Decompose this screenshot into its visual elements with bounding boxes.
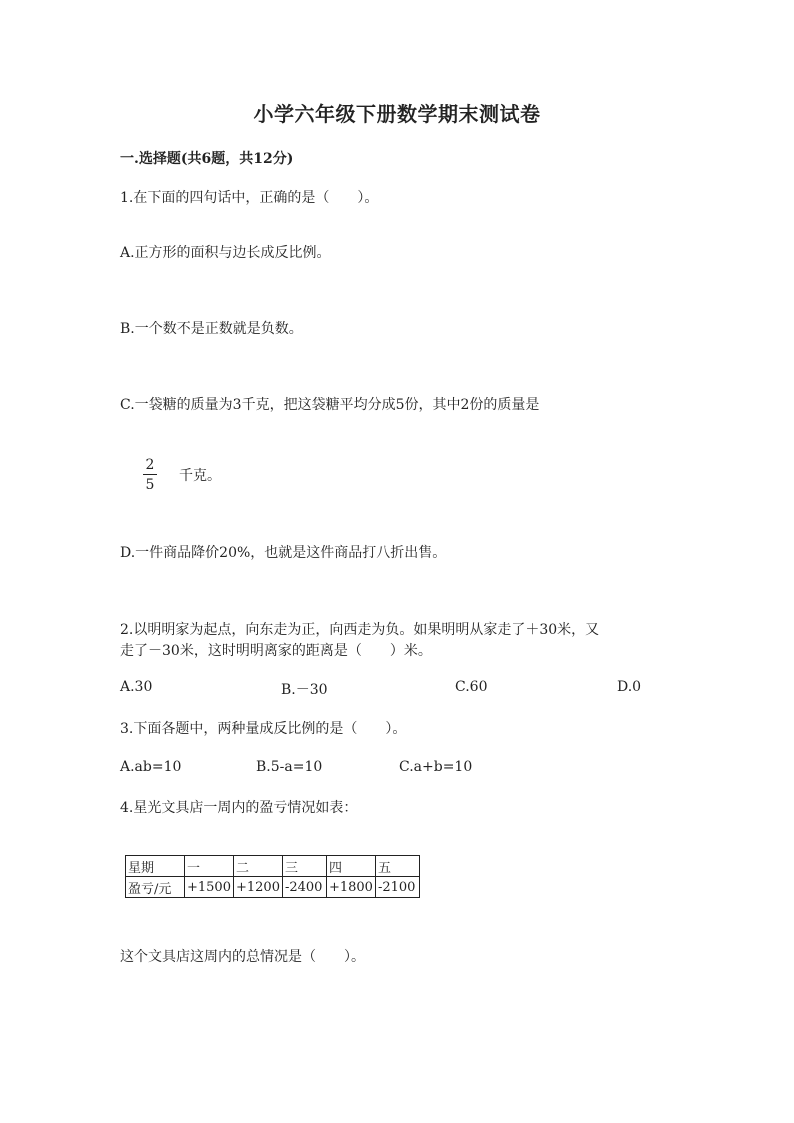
q3-option-c: C.a+b=10 <box>399 759 473 775</box>
table-cell: 四 <box>326 856 375 877</box>
table-cell: 二 <box>233 856 282 877</box>
table-row <box>126 877 420 898</box>
table-cell: -2100 <box>375 877 419 898</box>
fraction-bar <box>143 474 157 475</box>
q2-option-d: D.0 <box>617 679 642 695</box>
q1-option-b: B.一个数不是正数就是负数。 <box>120 321 303 337</box>
q4-question: 这个文具店这周内的总情况是（ ）。 <box>120 949 365 965</box>
section-heading: 一.选择题(共6题，共12分) <box>120 151 294 167</box>
fraction-denominator: 5 <box>145 477 155 493</box>
table-cell: 五 <box>375 856 419 877</box>
table-cell: -2400 <box>282 877 326 898</box>
q3-option-b: B.5-a=10 <box>256 759 323 775</box>
q2-option-c: C.60 <box>455 679 488 695</box>
profit-loss-table <box>125 855 420 898</box>
table-header-row <box>126 856 420 877</box>
page-title: 小学六年级下册数学期末测试卷 <box>253 102 541 126</box>
q4-stem: 4.星光文具店一周内的盈亏情况如表： <box>120 800 358 816</box>
q1-option-c-fraction <box>143 457 157 493</box>
table-cell: +1800 <box>326 877 375 898</box>
table-cell: 三 <box>282 856 326 877</box>
table-cell: +1500 <box>185 877 234 898</box>
q2-option-a: A.30 <box>120 679 153 695</box>
q1-option-c-unit: 千克。 <box>179 468 221 484</box>
q1-option-a: A.正方形的面积与边长成反比例。 <box>120 245 331 261</box>
q2-stem-line2: 走了－30米，这时明明离家的距离是（ ）米。 <box>120 643 432 659</box>
q2-option-b: B.－30 <box>281 682 328 698</box>
q1-option-d: D.一件商品降价20%，也就是这件商品打八折出售。 <box>120 545 447 561</box>
table-cell: 一 <box>185 856 234 877</box>
table-cell: +1200 <box>233 877 282 898</box>
q2-stem-line1: 2.以明明家为起点，向东走为正，向西走为负。如果明明从家走了＋30米，又 <box>120 622 600 638</box>
q1-stem: 1.在下面的四句话中，正确的是（ ）。 <box>120 190 379 206</box>
table-cell: 星期 <box>126 856 185 877</box>
q3-option-a: A.ab=10 <box>120 759 182 775</box>
q3-stem: 3.下面各题中，两种量成反比例的是（ ）。 <box>120 721 407 737</box>
fraction-numerator: 2 <box>145 457 155 473</box>
q1-option-c: C.一袋糖的质量为3千克，把这袋糖平均分成5份，其中2份的质量是 <box>120 397 540 413</box>
table-cell: 盈亏/元 <box>126 877 185 898</box>
